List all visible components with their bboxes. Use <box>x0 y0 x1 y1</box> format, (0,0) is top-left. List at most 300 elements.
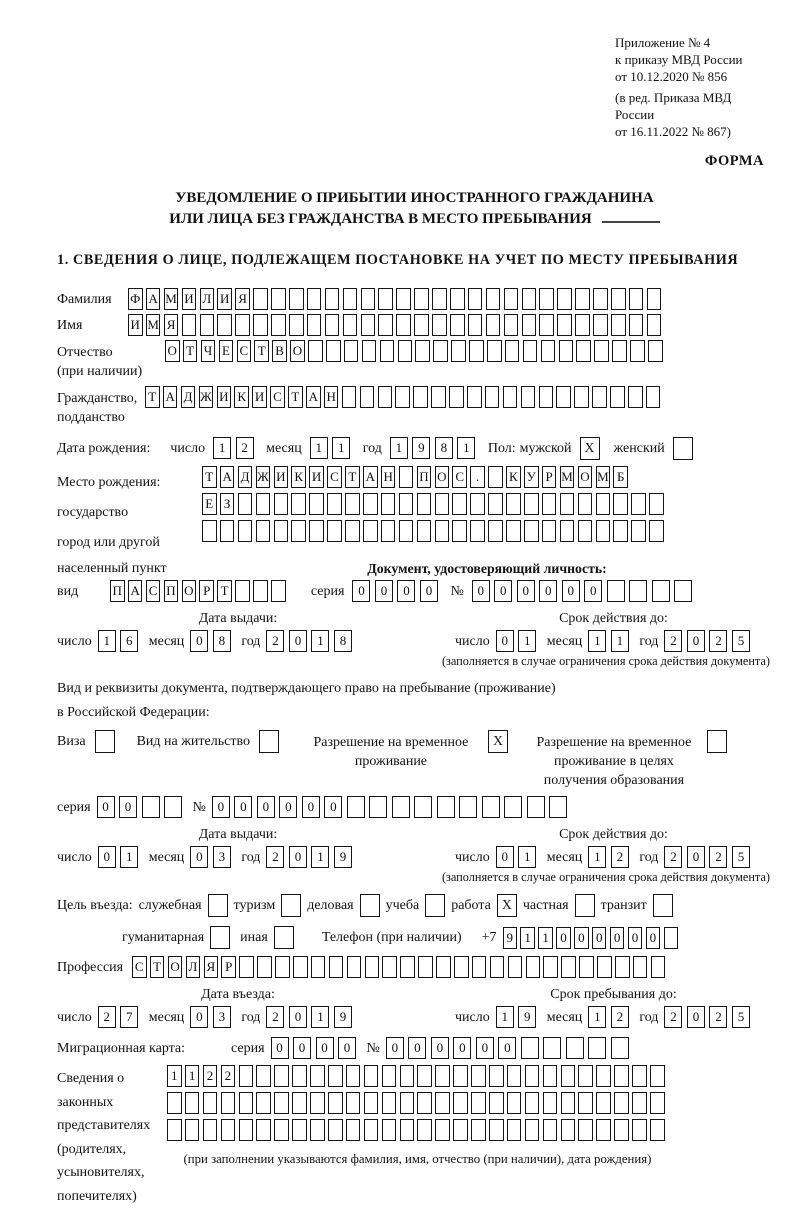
char-cell[interactable] <box>142 796 160 818</box>
char-cell[interactable] <box>414 288 429 310</box>
char-cell[interactable] <box>468 314 483 336</box>
char-cell[interactable] <box>361 314 376 336</box>
char-cell[interactable] <box>486 288 501 310</box>
char-cell[interactable]: А <box>163 386 178 408</box>
char-cell[interactable] <box>413 386 428 408</box>
char-cell[interactable] <box>347 796 365 818</box>
char-cell[interactable] <box>256 1092 271 1114</box>
char-cell[interactable] <box>325 288 340 310</box>
char-cell[interactable]: 1 <box>311 630 329 652</box>
char-cell[interactable] <box>574 386 589 408</box>
char-cell[interactable]: 0 <box>293 1037 311 1059</box>
char-cell[interactable] <box>507 1065 522 1087</box>
char-cell[interactable] <box>594 340 609 362</box>
char-cell[interactable] <box>559 340 574 362</box>
char-cell[interactable] <box>543 1037 561 1059</box>
char-cell[interactable]: 0 <box>302 796 320 818</box>
char-cell[interactable] <box>239 1092 254 1114</box>
char-cell[interactable] <box>539 386 554 408</box>
char-cell[interactable]: 0 <box>408 1037 426 1059</box>
char-cell[interactable] <box>327 493 342 515</box>
char-cell[interactable] <box>200 314 215 336</box>
char-cell[interactable] <box>361 288 376 310</box>
char-cell[interactable] <box>435 493 450 515</box>
char-cell[interactable] <box>449 386 464 408</box>
char-cell[interactable]: 0 <box>592 927 607 949</box>
char-cell[interactable]: 3 <box>213 1006 231 1028</box>
char-cell[interactable] <box>649 493 664 515</box>
char-cell[interactable]: Р <box>199 580 214 602</box>
char-cell[interactable] <box>257 956 272 978</box>
char-cell[interactable] <box>202 520 217 542</box>
char-cell[interactable] <box>504 288 519 310</box>
char-cell[interactable]: 0 <box>397 580 415 602</box>
char-cell[interactable] <box>557 288 572 310</box>
char-cell[interactable] <box>631 493 646 515</box>
char-cell[interactable] <box>346 1092 361 1114</box>
char-cell[interactable] <box>274 520 289 542</box>
char-cell[interactable] <box>399 466 414 488</box>
char-cell[interactable] <box>400 1092 415 1114</box>
char-cell[interactable] <box>274 1119 289 1141</box>
char-cell[interactable] <box>482 796 500 818</box>
char-cell[interactable] <box>556 386 571 408</box>
char-cell[interactable] <box>415 340 430 362</box>
char-cell[interactable] <box>560 493 575 515</box>
char-cell[interactable]: 1 <box>311 846 329 868</box>
char-cell[interactable] <box>182 314 197 336</box>
char-cell[interactable]: Т <box>183 340 198 362</box>
char-cell[interactable] <box>418 956 433 978</box>
char-cell[interactable] <box>542 493 557 515</box>
char-cell[interactable] <box>400 1065 415 1087</box>
char-cell[interactable] <box>256 1119 271 1141</box>
temp-residence-education-checkbox[interactable] <box>707 730 727 753</box>
char-cell[interactable] <box>293 956 308 978</box>
char-cell[interactable] <box>593 288 608 310</box>
char-cell[interactable] <box>632 1065 647 1087</box>
char-cell[interactable] <box>399 493 414 515</box>
char-cell[interactable]: 1 <box>518 630 536 652</box>
char-cell[interactable]: Е <box>202 493 217 515</box>
char-cell[interactable]: 1 <box>390 437 408 459</box>
char-cell[interactable]: К <box>291 466 306 488</box>
char-cell[interactable] <box>489 1092 504 1114</box>
char-cell[interactable] <box>614 1092 629 1114</box>
char-cell[interactable]: Т <box>288 386 303 408</box>
char-cell[interactable] <box>235 580 250 602</box>
char-cell[interactable] <box>329 956 344 978</box>
purpose-transit-checkbox[interactable] <box>653 894 673 917</box>
char-cell[interactable]: Д <box>181 386 196 408</box>
char-cell[interactable] <box>578 1119 593 1141</box>
char-cell[interactable] <box>238 493 253 515</box>
char-cell[interactable]: 9 <box>518 1006 536 1028</box>
char-cell[interactable]: . <box>470 466 485 488</box>
char-cell[interactable]: С <box>452 466 467 488</box>
char-cell[interactable] <box>539 314 554 336</box>
char-cell[interactable] <box>417 1065 432 1087</box>
char-cell[interactable]: 2 <box>611 846 629 868</box>
char-cell[interactable]: М <box>146 314 161 336</box>
char-cell[interactable] <box>597 956 612 978</box>
char-cell[interactable]: В <box>272 340 287 362</box>
char-cell[interactable]: 1 <box>518 846 536 868</box>
char-cell[interactable]: 2 <box>236 437 254 459</box>
char-cell[interactable] <box>365 956 380 978</box>
char-cell[interactable] <box>610 386 625 408</box>
char-cell[interactable]: Т <box>217 580 232 602</box>
char-cell[interactable]: Р <box>542 466 557 488</box>
char-cell[interactable] <box>472 956 487 978</box>
char-cell[interactable] <box>578 520 593 542</box>
char-cell[interactable]: 0 <box>338 1037 356 1059</box>
char-cell[interactable] <box>488 520 503 542</box>
char-cell[interactable] <box>629 288 644 310</box>
purpose-official-checkbox[interactable] <box>208 894 228 917</box>
char-cell[interactable] <box>344 340 359 362</box>
char-cell[interactable] <box>631 520 646 542</box>
char-cell[interactable] <box>507 1119 522 1141</box>
char-cell[interactable] <box>382 1092 397 1114</box>
char-cell[interactable] <box>525 1119 540 1141</box>
char-cell[interactable]: Ж <box>199 386 214 408</box>
char-cell[interactable] <box>593 314 608 336</box>
char-cell[interactable]: 9 <box>334 846 352 868</box>
char-cell[interactable] <box>453 1119 468 1141</box>
char-cell[interactable]: Р <box>221 956 236 978</box>
char-cell[interactable]: О <box>290 340 305 362</box>
char-cell[interactable] <box>561 956 576 978</box>
char-cell[interactable]: Т <box>345 466 360 488</box>
char-cell[interactable] <box>360 386 375 408</box>
char-cell[interactable] <box>613 493 628 515</box>
char-cell[interactable]: 0 <box>453 1037 471 1059</box>
char-cell[interactable] <box>311 956 326 978</box>
char-cell[interactable] <box>613 520 628 542</box>
char-cell[interactable]: Н <box>324 386 339 408</box>
temp-residence-checkbox[interactable]: X <box>488 730 508 753</box>
char-cell[interactable] <box>239 1065 254 1087</box>
char-cell[interactable] <box>630 340 645 362</box>
char-cell[interactable] <box>650 1119 665 1141</box>
char-cell[interactable] <box>417 493 432 515</box>
char-cell[interactable]: 0 <box>584 580 602 602</box>
char-cell[interactable] <box>399 520 414 542</box>
char-cell[interactable] <box>398 340 413 362</box>
purpose-other-checkbox[interactable] <box>274 926 294 949</box>
char-cell[interactable]: Т <box>150 956 165 978</box>
char-cell[interactable]: 0 <box>279 796 297 818</box>
char-cell[interactable] <box>468 288 483 310</box>
char-cell[interactable] <box>596 1119 611 1141</box>
char-cell[interactable] <box>436 956 451 978</box>
char-cell[interactable] <box>454 956 469 978</box>
char-cell[interactable]: 2 <box>664 846 682 868</box>
char-cell[interactable] <box>505 340 520 362</box>
char-cell[interactable]: И <box>182 288 197 310</box>
char-cell[interactable] <box>346 1119 361 1141</box>
char-cell[interactable] <box>256 493 271 515</box>
char-cell[interactable]: А <box>220 466 235 488</box>
char-cell[interactable] <box>611 288 626 310</box>
char-cell[interactable]: 0 <box>190 846 208 868</box>
char-cell[interactable] <box>596 1065 611 1087</box>
char-cell[interactable] <box>526 956 541 978</box>
char-cell[interactable]: 0 <box>472 580 490 602</box>
char-cell[interactable]: 2 <box>98 1006 116 1028</box>
char-cell[interactable]: 0 <box>119 796 137 818</box>
char-cell[interactable] <box>363 493 378 515</box>
char-cell[interactable] <box>549 796 567 818</box>
char-cell[interactable] <box>292 1092 307 1114</box>
char-cell[interactable] <box>291 520 306 542</box>
char-cell[interactable] <box>578 1065 593 1087</box>
char-cell[interactable]: 1 <box>332 437 350 459</box>
char-cell[interactable] <box>431 386 446 408</box>
char-cell[interactable]: 8 <box>334 630 352 652</box>
char-cell[interactable] <box>649 520 664 542</box>
char-cell[interactable] <box>521 1037 539 1059</box>
char-cell[interactable] <box>400 1119 415 1141</box>
char-cell[interactable]: 0 <box>687 630 705 652</box>
char-cell[interactable] <box>664 927 679 949</box>
char-cell[interactable] <box>417 520 432 542</box>
char-cell[interactable]: 0 <box>687 846 705 868</box>
char-cell[interactable] <box>470 520 485 542</box>
char-cell[interactable] <box>381 493 396 515</box>
char-cell[interactable] <box>647 288 662 310</box>
char-cell[interactable] <box>485 386 500 408</box>
char-cell[interactable]: П <box>110 580 125 602</box>
char-cell[interactable] <box>471 1119 486 1141</box>
char-cell[interactable]: 0 <box>431 1037 449 1059</box>
char-cell[interactable] <box>543 1092 558 1114</box>
char-cell[interactable]: К <box>506 466 521 488</box>
char-cell[interactable] <box>382 1065 397 1087</box>
char-cell[interactable]: Я <box>164 314 179 336</box>
char-cell[interactable] <box>646 386 661 408</box>
char-cell[interactable]: А <box>146 288 161 310</box>
char-cell[interactable]: 0 <box>98 846 116 868</box>
char-cell[interactable] <box>596 493 611 515</box>
char-cell[interactable]: 1 <box>213 437 231 459</box>
char-cell[interactable] <box>275 956 290 978</box>
char-cell[interactable] <box>307 314 322 336</box>
char-cell[interactable]: Ч <box>201 340 216 362</box>
char-cell[interactable] <box>450 314 465 336</box>
char-cell[interactable] <box>614 1119 629 1141</box>
char-cell[interactable]: А <box>128 580 143 602</box>
char-cell[interactable] <box>378 314 393 336</box>
char-cell[interactable] <box>522 314 537 336</box>
char-cell[interactable] <box>575 314 590 336</box>
char-cell[interactable]: У <box>524 466 539 488</box>
char-cell[interactable]: 2 <box>266 1006 284 1028</box>
char-cell[interactable] <box>347 956 362 978</box>
char-cell[interactable] <box>308 340 323 362</box>
char-cell[interactable] <box>525 1092 540 1114</box>
char-cell[interactable] <box>378 288 393 310</box>
char-cell[interactable] <box>652 580 670 602</box>
char-cell[interactable] <box>432 314 447 336</box>
char-cell[interactable] <box>400 956 415 978</box>
char-cell[interactable] <box>395 386 410 408</box>
char-cell[interactable] <box>612 340 627 362</box>
char-cell[interactable]: З <box>220 493 235 515</box>
char-cell[interactable]: 1 <box>98 630 116 652</box>
char-cell[interactable]: 0 <box>190 1006 208 1028</box>
char-cell[interactable] <box>167 1119 182 1141</box>
purpose-private-checkbox[interactable] <box>575 894 595 917</box>
char-cell[interactable] <box>435 1092 450 1114</box>
char-cell[interactable] <box>486 314 501 336</box>
char-cell[interactable] <box>381 520 396 542</box>
char-cell[interactable] <box>650 1092 665 1114</box>
char-cell[interactable] <box>488 493 503 515</box>
char-cell[interactable] <box>561 1065 576 1087</box>
char-cell[interactable] <box>614 1065 629 1087</box>
char-cell[interactable]: С <box>237 340 252 362</box>
char-cell[interactable] <box>310 1065 325 1087</box>
char-cell[interactable] <box>364 1119 379 1141</box>
char-cell[interactable] <box>369 796 387 818</box>
char-cell[interactable]: 1 <box>588 846 606 868</box>
char-cell[interactable] <box>364 1092 379 1114</box>
char-cell[interactable] <box>576 340 591 362</box>
char-cell[interactable]: 8 <box>435 437 453 459</box>
char-cell[interactable] <box>452 493 467 515</box>
char-cell[interactable]: 1 <box>457 437 475 459</box>
char-cell[interactable] <box>292 1119 307 1141</box>
char-cell[interactable] <box>185 1092 200 1114</box>
char-cell[interactable] <box>414 314 429 336</box>
char-cell[interactable] <box>342 386 357 408</box>
char-cell[interactable] <box>274 1065 289 1087</box>
char-cell[interactable] <box>309 493 324 515</box>
char-cell[interactable]: 1 <box>311 1006 329 1028</box>
char-cell[interactable]: 1 <box>538 927 553 949</box>
char-cell[interactable]: М <box>560 466 575 488</box>
char-cell[interactable]: 0 <box>375 580 393 602</box>
char-cell[interactable]: Н <box>381 466 396 488</box>
char-cell[interactable]: 0 <box>646 927 661 949</box>
char-cell[interactable] <box>566 1037 584 1059</box>
char-cell[interactable] <box>525 1065 540 1087</box>
char-cell[interactable] <box>452 520 467 542</box>
char-cell[interactable] <box>325 314 340 336</box>
char-cell[interactable] <box>524 493 539 515</box>
char-cell[interactable] <box>435 1119 450 1141</box>
char-cell[interactable] <box>256 1065 271 1087</box>
char-cell[interactable]: Е <box>219 340 234 362</box>
char-cell[interactable] <box>328 1092 343 1114</box>
char-cell[interactable] <box>489 1119 504 1141</box>
char-cell[interactable]: Я <box>204 956 219 978</box>
char-cell[interactable] <box>596 520 611 542</box>
char-cell[interactable] <box>543 1065 558 1087</box>
char-cell[interactable] <box>235 314 250 336</box>
char-cell[interactable] <box>343 288 358 310</box>
char-cell[interactable]: И <box>217 288 232 310</box>
char-cell[interactable]: 0 <box>539 580 557 602</box>
char-cell[interactable]: 2 <box>709 846 727 868</box>
char-cell[interactable] <box>542 520 557 542</box>
char-cell[interactable]: 2 <box>709 1006 727 1028</box>
char-cell[interactable] <box>271 288 286 310</box>
char-cell[interactable] <box>221 1092 236 1114</box>
char-cell[interactable] <box>253 580 268 602</box>
char-cell[interactable]: С <box>270 386 285 408</box>
char-cell[interactable]: 1 <box>588 630 606 652</box>
char-cell[interactable] <box>522 288 537 310</box>
char-cell[interactable]: 0 <box>517 580 535 602</box>
char-cell[interactable]: 2 <box>611 1006 629 1028</box>
char-cell[interactable] <box>453 1092 468 1114</box>
char-cell[interactable]: С <box>146 580 161 602</box>
char-cell[interactable]: Т <box>145 386 160 408</box>
char-cell[interactable] <box>307 288 322 310</box>
char-cell[interactable] <box>239 956 254 978</box>
char-cell[interactable] <box>615 956 630 978</box>
char-cell[interactable] <box>328 1065 343 1087</box>
char-cell[interactable] <box>435 520 450 542</box>
char-cell[interactable] <box>203 1092 218 1114</box>
char-cell[interactable]: 5 <box>732 846 750 868</box>
char-cell[interactable] <box>560 520 575 542</box>
char-cell[interactable] <box>503 386 518 408</box>
char-cell[interactable]: О <box>165 340 180 362</box>
char-cell[interactable] <box>221 1119 236 1141</box>
char-cell[interactable]: 2 <box>664 1006 682 1028</box>
char-cell[interactable] <box>650 1065 665 1087</box>
char-cell[interactable]: 0 <box>610 927 625 949</box>
char-cell[interactable]: Ф <box>128 288 143 310</box>
char-cell[interactable] <box>506 520 521 542</box>
char-cell[interactable]: 0 <box>496 630 514 652</box>
char-cell[interactable] <box>382 956 397 978</box>
char-cell[interactable] <box>561 1119 576 1141</box>
char-cell[interactable]: С <box>132 956 147 978</box>
char-cell[interactable]: Л <box>200 288 215 310</box>
char-cell[interactable]: 0 <box>212 796 230 818</box>
char-cell[interactable] <box>508 956 523 978</box>
char-cell[interactable]: 0 <box>234 796 252 818</box>
char-cell[interactable] <box>417 1119 432 1141</box>
char-cell[interactable] <box>470 493 485 515</box>
char-cell[interactable] <box>310 1119 325 1141</box>
char-cell[interactable] <box>327 520 342 542</box>
char-cell[interactable]: И <box>252 386 267 408</box>
char-cell[interactable] <box>459 796 477 818</box>
char-cell[interactable]: А <box>363 466 378 488</box>
char-cell[interactable]: 2 <box>221 1065 236 1087</box>
char-cell[interactable] <box>524 520 539 542</box>
char-cell[interactable]: И <box>274 466 289 488</box>
char-cell[interactable] <box>310 1092 325 1114</box>
char-cell[interactable] <box>435 1065 450 1087</box>
char-cell[interactable] <box>543 1119 558 1141</box>
char-cell[interactable] <box>256 520 271 542</box>
char-cell[interactable] <box>588 1037 606 1059</box>
char-cell[interactable] <box>561 1092 576 1114</box>
char-cell[interactable] <box>271 580 286 602</box>
char-cell[interactable] <box>648 340 663 362</box>
char-cell[interactable]: 0 <box>257 796 275 818</box>
char-cell[interactable] <box>539 288 554 310</box>
char-cell[interactable] <box>633 956 648 978</box>
char-cell[interactable] <box>164 796 182 818</box>
